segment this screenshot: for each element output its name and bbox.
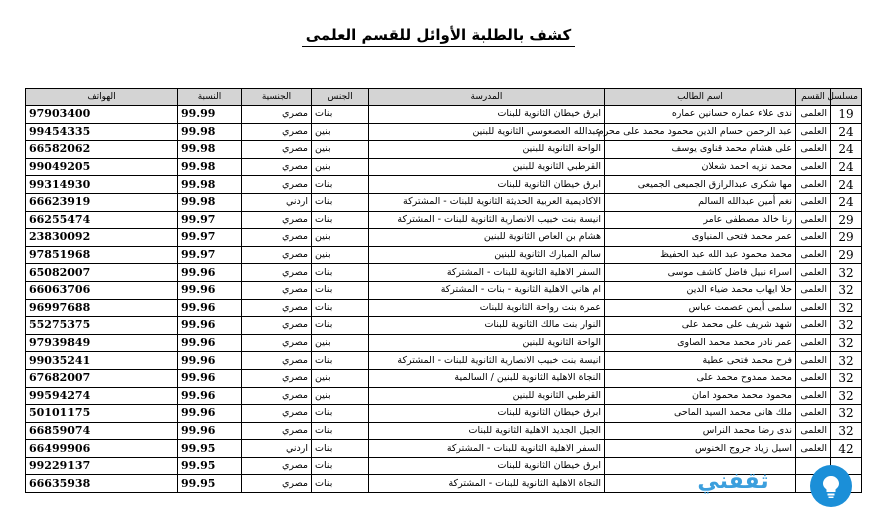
cell-dept: العلمى [796,246,831,264]
cell-dept: العلمى [796,158,831,176]
cell-dept: العلمى [796,299,831,317]
site-watermark [638,455,877,515]
cell-dept: العلمى [796,369,831,387]
header-percent: النسبة [178,89,242,106]
cell-gender: بنين [312,387,369,405]
cell-serial: 42 [831,440,862,458]
cell-serial: 32 [831,334,862,352]
cell-nationality: مصري [242,299,312,317]
sheet-title-text: كشف بالطلبة الأوائل للقسم العلمى [302,26,576,47]
cell-school: عبدالله العصعوسي الثانوية للبنين [369,123,605,141]
cell-phone: 66499906 [26,440,178,458]
cell-school: الاكاديمية العربية الحديثة الثانوية للبنات - المشتركة [369,193,605,211]
cell-dept: العلمى [796,281,831,299]
cell-gender: بنات [312,440,369,458]
cell-nationality: مصري [242,246,312,264]
table-row [26,211,862,229]
cell-student-name: اسراء نبيل فاضل كاشف موسى [605,264,796,282]
cell-percent: 99.98 [178,141,242,159]
cell-phone: 96997688 [26,299,178,317]
cell-serial: 32 [831,317,862,335]
cell-nationality: مصري [242,158,312,176]
cell-school: ام هاني الاهلية الثانوية - بنات - المشتركة [369,281,605,299]
cell-nationality: مصري [242,422,312,440]
cell-gender: بنات [312,211,369,229]
cell-school: ابرق خيطان الثانوية للبنات [369,106,605,124]
cell-percent: 99.98 [178,158,242,176]
cell-serial: 24 [831,176,862,194]
cell-percent: 99.96 [178,369,242,387]
cell-student-name: مها شكرى عبدالرازق الجميعى الجميعى [605,176,796,194]
cell-percent: 99.96 [178,281,242,299]
cell-phone: 66635938 [26,475,178,493]
cell-nationality: مصري [242,369,312,387]
cell-gender: بنات [312,299,369,317]
cell-serial: 32 [831,352,862,370]
cell-serial: 24 [831,158,862,176]
table-row [26,158,862,176]
table-row [26,106,862,124]
cell-school: النجاة الاهلية الثانوية للبنين / السالمية [369,369,605,387]
cell-school: الواحة الثانوية للبنين [369,334,605,352]
header-name: اسم الطالب [605,89,796,106]
cell-school: ابرق خيطان الثانوية للبنات [369,457,605,475]
cell-gender: بنات [312,317,369,335]
cell-percent: 99.98 [178,176,242,194]
cell-phone: 99594274 [26,387,178,405]
cell-nationality: مصري [242,229,312,247]
cell-school: انيسة بنت خبيب الانصارية الثانوية للبنات - المشتركة [369,211,605,229]
cell-student-name: عمر نادر محمد محمد الصاوى [605,334,796,352]
cell-phone: 66859074 [26,422,178,440]
cell-gender: بنات [312,281,369,299]
cell-dept: العلمى [796,211,831,229]
cell-percent: 99.96 [178,317,242,335]
cell-school: القرطبي الثانوية للبنين [369,387,605,405]
cell-phone: 99454335 [26,123,178,141]
cell-student-name: ندى علاء عماره حسانين عماره [605,106,796,124]
cell-gender: بنات [312,264,369,282]
header-dept: القسم [796,89,831,106]
header-nationality: الجنسية [242,89,312,106]
cell-gender: بنات [312,193,369,211]
cell-percent: 99.97 [178,229,242,247]
cell-gender: بنات [312,405,369,423]
cell-student-name: عمر محمد فتحى المنياوى [605,229,796,247]
cell-school: ابرق خيطان الثانوية للبنات [369,176,605,194]
cell-dept: العلمى [796,123,831,141]
cell-school: هشام بن العاص الثانوية للبنين [369,229,605,247]
cell-gender: بنين [312,123,369,141]
cell-phone: 66255474 [26,211,178,229]
cell-nationality: مصري [242,211,312,229]
cell-percent: 99.96 [178,299,242,317]
cell-percent: 99.96 [178,334,242,352]
lightbulb-icon [810,465,852,507]
cell-gender: بنات [312,106,369,124]
table-body [26,106,862,493]
cell-serial: 29 [831,246,862,264]
cell-nationality: اردني [242,193,312,211]
table-row [26,369,862,387]
cell-student-name: فرح محمد فتحى عطية [605,352,796,370]
cell-phone: 66623919 [26,193,178,211]
cell-serial: 29 [831,229,862,247]
cell-school: السفر الاهلية الثانوية للبنات - المشتركة [369,440,605,458]
cell-school: النجاة الاهلية الثانوية للبنات - المشتركة [369,475,605,493]
cell-percent: 99.95 [178,475,242,493]
cell-dept: العلمى [796,440,831,458]
cell-percent: 99.95 [178,440,242,458]
cell-dept: العلمى [796,176,831,194]
cell-nationality: مصري [242,475,312,493]
cell-gender: بنات [312,176,369,194]
cell-phone: 99035241 [26,352,178,370]
cell-dept: العلمى [796,141,831,159]
cell-percent: 99.96 [178,352,242,370]
cell-percent: 99.96 [178,387,242,405]
cell-percent: 99.97 [178,246,242,264]
cell-dept: العلمى [796,352,831,370]
cell-nationality: مصري [242,106,312,124]
cell-nationality: مصري [242,123,312,141]
cell-phone: 97939849 [26,334,178,352]
cell-gender: بنين [312,369,369,387]
cell-school: ابرق خيطان الثانوية للبنات [369,405,605,423]
cell-school: النوار بنت مالك الثانوية للبنات [369,317,605,335]
cell-school: القرطبي الثانوية للبنين [369,158,605,176]
cell-percent: 99.98 [178,123,242,141]
cell-nationality: مصري [242,176,312,194]
sheet-title [0,26,877,44]
cell-serial: 24 [831,193,862,211]
table-row [26,176,862,194]
cell-dept: العلمى [796,106,831,124]
cell-serial: 32 [831,369,862,387]
cell-percent: 99.96 [178,405,242,423]
table-row [26,229,862,247]
cell-nationality: مصري [242,264,312,282]
cell-dept: العلمى [796,229,831,247]
cell-student-name: ملك هانى محمد السيد الماحى [605,405,796,423]
cell-percent: 99.97 [178,211,242,229]
cell-gender: بنات [312,352,369,370]
cell-serial: 32 [831,422,862,440]
cell-student-name: على هشام محمد قناوى يوسف [605,141,796,159]
cell-serial: 29 [831,211,862,229]
table-row [26,264,862,282]
cell-phone: 50101175 [26,405,178,423]
cell-student-name: حلا ايهاب محمد ضياء الدين [605,281,796,299]
cell-gender: بنين [312,141,369,159]
cell-percent: 99.95 [178,457,242,475]
cell-serial: 32 [831,387,862,405]
cell-serial: 32 [831,405,862,423]
cell-school: سالم المبارك الثانوية للبنين [369,246,605,264]
cell-gender: بنين [312,229,369,247]
table-row [26,387,862,405]
cell-school: الواحة الثانوية للبنين [369,141,605,159]
cell-phone: 99229137 [26,457,178,475]
header-serial: مسلسل [831,89,862,106]
cell-student-name: محمد ممدوح محمد على [605,369,796,387]
header-phone: الهواتف [26,89,178,106]
cell-student-name: عبد الرحمن حسام الدين محمود محمد على محرم [605,123,796,141]
cell-gender: بنات [312,457,369,475]
cell-student-name: رنا خالد مصطفى عامر [605,211,796,229]
cell-nationality: اردني [242,440,312,458]
cell-phone: 67682007 [26,369,178,387]
watermark-text: ثقفني [697,469,769,494]
cell-nationality: مصري [242,281,312,299]
cell-student-name: ندى رضا محمد النراس [605,422,796,440]
cell-student-name: محمود محمد محمود امان [605,387,796,405]
cell-nationality: مصري [242,141,312,159]
cell-nationality: مصري [242,352,312,370]
cell-dept: العلمى [796,317,831,335]
table-row [26,123,862,141]
cell-serial: 24 [831,141,862,159]
cell-percent: 99.96 [178,264,242,282]
cell-student-name: محمد نزيه احمد شعلان [605,158,796,176]
cell-percent: 99.98 [178,193,242,211]
table-row [26,422,862,440]
cell-gender: بنين [312,334,369,352]
cell-phone: 23830092 [26,229,178,247]
table-row [26,299,862,317]
cell-serial: 32 [831,299,862,317]
table-row [26,334,862,352]
cell-student-name: سلمى أيمن عصمت عباس [605,299,796,317]
cell-school: الجيل الجديد الاهلية الثانوية للبنات [369,422,605,440]
cell-phone: 99314930 [26,176,178,194]
cell-phone: 65082007 [26,264,178,282]
table-row [26,317,862,335]
cell-dept: العلمى [796,264,831,282]
cell-student-name: شهد شريف على محمد على [605,317,796,335]
cell-serial: 24 [831,123,862,141]
header-gender: الجنس [312,89,369,106]
cell-dept: العلمى [796,193,831,211]
cell-nationality: مصري [242,405,312,423]
table-header-row [26,89,862,106]
cell-phone: 55275375 [26,317,178,335]
cell-gender: بنين [312,158,369,176]
cell-serial: 19 [831,106,862,124]
cell-serial: 32 [831,281,862,299]
cell-gender: بنات [312,475,369,493]
cell-dept: العلمى [796,334,831,352]
cell-nationality: مصري [242,457,312,475]
table-row [26,405,862,423]
cell-student-name: محمد محمود عبد الله عبد الحفيظ [605,246,796,264]
cell-phone: 97903400 [26,106,178,124]
cell-school: عمرة بنت رواحة الثانوية للبنات [369,299,605,317]
cell-student-name: اسيل زياد جروج الخنوس [605,440,796,458]
cell-percent: 99.99 [178,106,242,124]
cell-phone: 66582062 [26,141,178,159]
header-school: المدرسة [369,89,605,106]
cell-student-name: نغم أمين عبدالله السالم [605,193,796,211]
cell-nationality: مصري [242,317,312,335]
cell-school: انيسة بنت خبيب الانصارية الثانوية للبنات - المشتركة [369,352,605,370]
students-table [25,88,862,493]
cell-percent: 99.96 [178,422,242,440]
cell-nationality: مصري [242,387,312,405]
cell-nationality: مصري [242,334,312,352]
cell-school: السفر الاهلية الثانوية للبنات - المشتركة [369,264,605,282]
table-row [26,193,862,211]
table-row [26,246,862,264]
table-row [26,352,862,370]
cell-dept: العلمى [796,387,831,405]
cell-phone: 97851968 [26,246,178,264]
table-row [26,281,862,299]
table-row [26,141,862,159]
cell-phone: 66063706 [26,281,178,299]
cell-dept: العلمى [796,422,831,440]
cell-dept: العلمى [796,405,831,423]
cell-gender: بنين [312,246,369,264]
cell-serial: 32 [831,264,862,282]
cell-phone: 99049205 [26,158,178,176]
cell-gender: بنات [312,422,369,440]
